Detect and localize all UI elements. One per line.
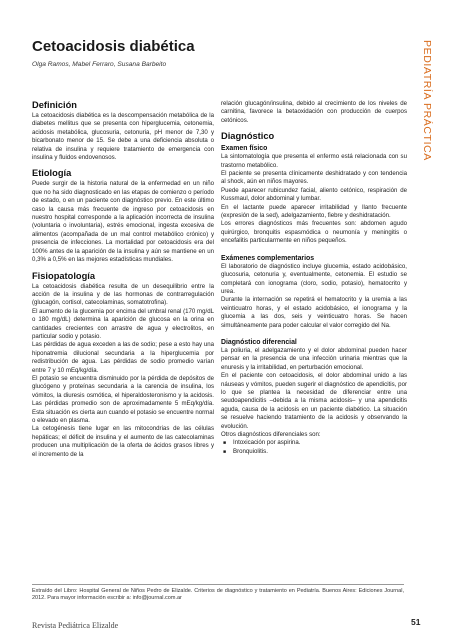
section-label: PEDIATRÍA PRÁCTICA [421,40,433,161]
heading-fisiopatologia: Fisiopatología [32,270,96,281]
paragraph: Puede surgir de la historia natural de la enfermedad en un niño que no ha sido diagnosticado en las etapas de comienzo o período de estado, o en un paciente con diagnóstico previo. En este último caso la causa más frecuente de ingreso por cetoacidosis en nuestro hospital corresponde a la aplicación incorrecta de insulina (voluntaria o involuntaria), estrés emocional, ingesta excesiva de alimentos (acompañada de un mal control metabólico crónico) y presencia de infecciones. La mortalidad por cetoacidosis era del 100% antes de la aparición de la insulina y aún se mantiene en un 0,3% a 0,5% en las mejores estadísticas mundiales. [32,180,214,264]
paragraph: La poliuria, el adelgazamiento y el dolor abdominal pueden hacer pensar en la presencia de una infección urinaria mientras que la enuresis y la irritabilidad, en perturbación emocional. [221,346,407,371]
heading-definicion: Definición [32,100,77,110]
list-item: ■ Intoxicación por aspirina. [221,439,407,447]
paragraph: En el lactante puede aparecer irritabilidad y llanto frecuente (expresión de la sed), adelgazamiento, fiebre y deshidratación. [221,203,407,220]
journal-name: Revista Pediátrica Elizalde [32,621,119,630]
differential-list [221,439,407,456]
paragraph: En el paciente con cetoacidosis, el dolor abdominal unido a las náuseas y vómitos, pueden sugerir el diagnóstico de apendicitis, por lo que se plantea la necesidad de diferenciar entre una seudoapendicitis –debida a la misma acidosis– y una apendicitis aguda, causa de la acidosis en un paciente diabético. La situación se resuelve haciendo tratamiento de la acidosis y observando la evolución. [221,372,407,430]
article-authors: Olga Ramos, Mabel Ferraro, Susana Barbeito [32,61,167,68]
paragraph: La cetogénesis tiene lugar en las mitocondrias de las células hepáticas; el déficit de insulina y el aumento de las catecolaminas producen una multiplicación de la oferta de ácidos grasos libres y el incremento de la [32,425,214,458]
section-sidebar [418,40,438,210]
paragraph: El potasio se encuentra disminuido por la pérdida de depósitos de glucógeno y proteínas secundaria a la carencia de insulina, los vómitos, la diuresis osmótica, el hiperaldosteronismo y la acidosis. Las pérdidas promedio son de aproximadamente 5 mEq/kg/día. Esta situación es cierta aun cuando el potasio se encuentre normal o elevado en plasma. [32,374,214,424]
paragraph: relación glucagón/insulina, debido al crecimiento de los niveles de carnitina, favorece la betaoxidación con producción de cuerpos cetónicos. [221,100,407,124]
subheading-examenes: Exámenes complementarios [221,254,315,262]
article-title: Cetoacidosis diabética [32,38,195,55]
source-note: Extraído del Libro: Hospital General de Niños Pedro de Elizalde. Criterios de diagnóstico y tratamiento en Pediatría. Buenos Aires: Ediciones Journal, 2012. Para mayor información escribir a: info@journal.com.ar [32,588,404,602]
left-column [32,94,214,459]
footer-divider [32,584,404,585]
paragraph: El laboratorio de diagnóstico incluye glucemia, estado acidobásico, glucosuria, cetonuria y, eventualmente, cetonemia. El estudio se completará con ionograma (cloro, sodio, potasio), hematocrito y urea. [221,262,407,295]
paragraph: Los errores diagnósticos más frecuentes son: abdomen agudo quirúrgico, bronquitis espasmódica o neumonía y meningitis o encefalitis particularmente en niños pequeños. [221,220,407,245]
paragraph: Durante la internación se repetirá el hematocrito y la uremia a las veinticuatro horas, y el estado acidobásico, el ionograma y la glucemia a las dos, seis y veinticuatro horas. Se hacen simultáneamente para poder calcular el valor corregido del Na. [221,296,407,329]
heading-etiologia: Etiología [32,168,72,179]
right-column [221,100,407,456]
subheading-diferencial: Diagnóstico diferencial [221,338,297,346]
page-number: 51 [411,617,421,627]
paragraph: La cetoacidosis diabética resulta de un desequilibrio entre la acción de la insulina y de las hormonas de contrarregulación (glucagón, cortisol, catecolaminas, somatotrofina). [32,282,214,307]
paragraph: Otros diagnósticos diferenciales son: [221,431,321,438]
paragraph: La cetoacidosis diabética es la descompensación metabólica de la diabetes mellitus que se presenta con hiperglucemia, cetonemia, acidosis metabólica, glucosuria, cetonuria, pH menor de 7,30 y bicarbonato menor de 15. Se debe a una deficiencia absoluta o relativa de insulina y requiere tratamiento de emergencia con insulina y fluidos endovenosos. [32,112,214,162]
list-item: ■ Bronquiolitis. [221,448,407,456]
paragraph: Las pérdidas de agua exceden a las de sodio; pese a esto hay una hiponatremia dilucional secundaria a la hiperglucemia por redistribución de agua. Las pérdidas de sodio promedio varían entre 7 y 10 mEq/kg/día. [32,341,214,374]
paragraph: El aumento de la glucemia por encima del umbral renal (170 mg/dL o 180 mg/dL) determina la aparición de glucosa en la orina en cantidades crecientes con arrastre de agua y electrolitos, en particular sodio y potasio. [32,307,214,340]
subheading-examen-fisico: Examen físico [221,145,268,153]
heading-diagnostico: Diagnóstico [221,131,275,142]
paragraph: Puede aparecer rubicundez facial, aliento cetónico, respiración de Kussmaul, dolor abdominal y lumbar. [221,186,407,203]
paragraph: El paciente se presenta clínicamente deshidratado y con tendencia al shock, aún en niños mayores. [221,170,407,186]
paragraph: La sintomatología que presenta el enfermo está relacionada con su trastorno metabólico. [221,153,407,169]
